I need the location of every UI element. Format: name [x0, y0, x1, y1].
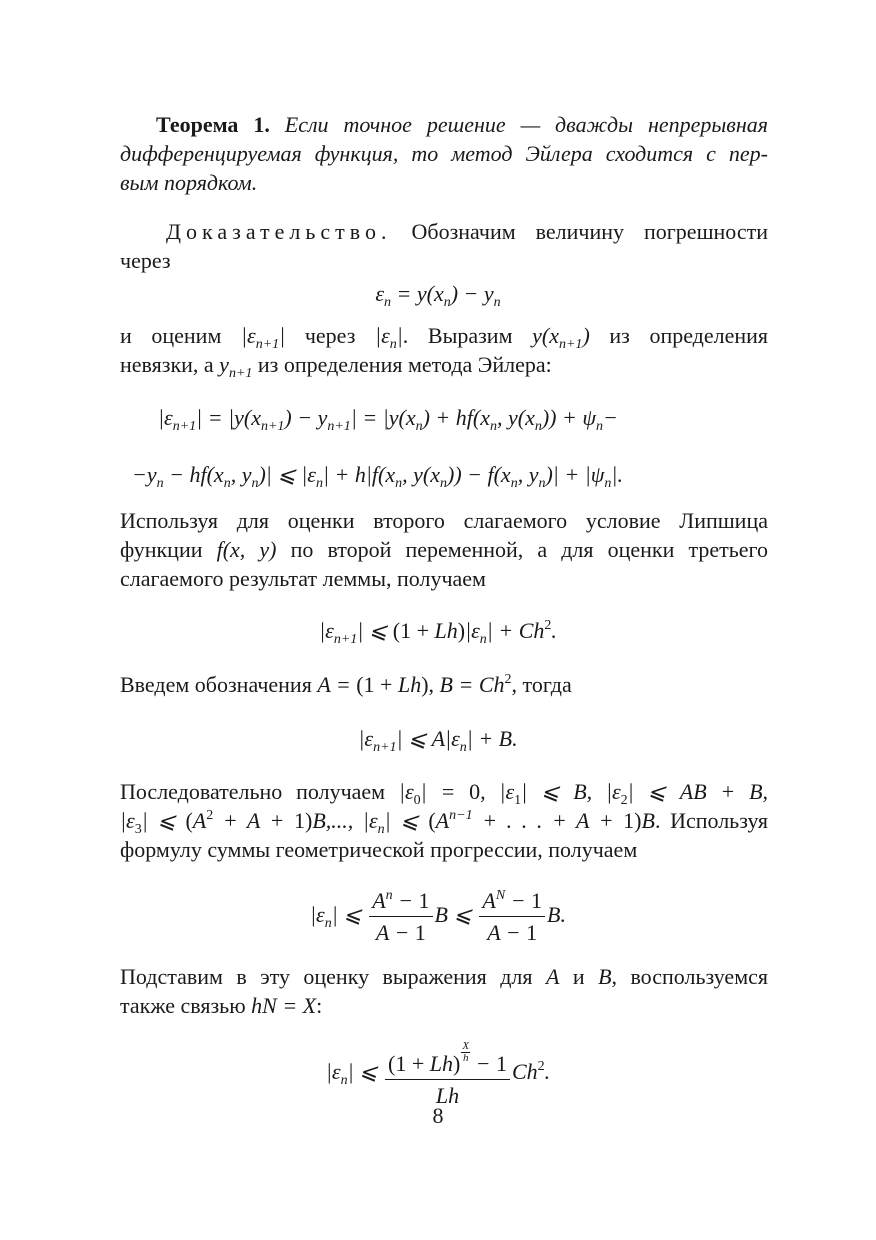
- theorem-line-2: дифференцируемая функция, то метод Эйлера сходится с пер-: [120, 141, 768, 166]
- fraction: $\frac{A^N - 1}{A - 1}$: [479, 890, 545, 944]
- math-inline: $|\varepsilon_{n+1}|$: [241, 323, 286, 352]
- paragraph-3-line-1: Используя для оценки второго слагаемого условие Липшица: [120, 508, 768, 533]
- paragraph-6-line-1: [120, 963, 768, 991]
- equation-geometric-sum: $|\varepsilon_n|$ ⩽ $\frac{A^n - 1}{A - 1}$ B ⩽ $\frac{A^N - 1}{A - 1}$ B.: [310, 887, 566, 945]
- text-segment: также связью: [120, 993, 246, 1018]
- text-segment: невязки, а: [120, 352, 214, 377]
- text-segment: . Выразим: [402, 323, 513, 348]
- proof-text-1: Обозначим величину погрешности: [411, 219, 768, 244]
- proof-line-1: [120, 218, 768, 246]
- paragraph-6-line-2: также связью hN = X:: [120, 993, 323, 1018]
- text-segment: через: [304, 323, 356, 348]
- math-inline: hN = X: [251, 993, 317, 1018]
- equation-residual-2: $-y_n - hf(x_n$, $y_n)|$ ⩽ $|\varepsilon_n| + h|f(x_n$, $y(x_n)) - f(x_n$, $y_n)| + |\psi_n|$.: [132, 462, 623, 491]
- text-segment: Подставим в эту оценку выражения для: [120, 964, 533, 989]
- proof-line-2: через: [120, 248, 171, 273]
- text-segment: , воспользуемся: [611, 964, 769, 989]
- paragraph-4: Введем обозначения A = (1 + Lh), $B = Ch^2$, тогда: [120, 672, 572, 697]
- text-segment: по второй переменной, а для оценки третьего: [290, 537, 769, 562]
- text-segment: и: [572, 964, 585, 989]
- math-inline: $B = Ch^2$: [439, 672, 512, 697]
- equation-residual-1: $|\varepsilon_{n+1}| = |y(x_{n+1}) - y_{n+1}| = |y(x_n) + hf(x_n$, $y(x_n)) + \psi_n-$: [158, 405, 618, 434]
- fraction: (1 + Lh) $\frac{X}{h}$ − 1 Lh: [385, 1041, 510, 1107]
- theorem-line-3: вым порядком.: [120, 170, 258, 195]
- paragraph-5-line-2: [120, 807, 768, 835]
- theorem-label: Теорема 1.: [156, 112, 270, 137]
- page-number: 8: [432, 1103, 444, 1128]
- math-inline: B: [598, 964, 612, 989]
- proof-word: Доказательство.: [166, 219, 392, 244]
- math-inline: $|\varepsilon_3|$ ⩽ $(A^2 + A + 1)B$,..., $|\varepsilon_n|$ ⩽ ($A^{n-1}$ + . . . + A + 1)B: [120, 808, 655, 837]
- text-segment: из определения метода Эйлера:: [257, 352, 552, 377]
- math-inline: $y(x_{n+1})$: [532, 323, 590, 352]
- paragraph-5-line-1: [120, 778, 768, 806]
- equation-estimate-1: $|\varepsilon_{n+1}|$ ⩽ $(1 + Lh)|\varepsilon_n| + Ch^2$.: [319, 618, 557, 647]
- text-segment: функции: [120, 537, 203, 562]
- paragraph-2-line-1: [120, 322, 768, 350]
- theorem-line-1: [120, 111, 768, 139]
- math-inline: f(x, y): [216, 537, 277, 562]
- text-segment: и оценим: [120, 323, 222, 348]
- equation-estimate-2: $|\varepsilon_{n+1}|$ ⩽ $A|\varepsilon_n| + B$.: [358, 726, 518, 755]
- paragraph-3-line-2: [120, 536, 768, 564]
- math-inline: $|\varepsilon_0| = 0$, $|\varepsilon_1|$ ⩽ B, $|\varepsilon_2|$ ⩽ AB + B,: [398, 779, 769, 808]
- paragraph-3-line-3: слагаемого результат леммы, получаем: [120, 566, 486, 591]
- fraction: $\frac{A^n - 1}{A - 1}$: [369, 890, 432, 944]
- paragraph-2-line-2: [120, 351, 552, 379]
- text-segment: , тогда: [511, 672, 572, 697]
- text-segment: . Используя: [654, 808, 769, 833]
- math-inline: A = (1 + Lh): [317, 672, 429, 697]
- math-inline: A: [545, 964, 560, 989]
- text-segment: Последовательно получаем: [120, 779, 386, 804]
- math-inline: $y_{n+1}$: [219, 352, 253, 381]
- theorem-text-1: Если точное решение — дважды непрерывная: [284, 112, 768, 137]
- text-segment: из определения: [609, 323, 769, 348]
- equation-error-definition: $\varepsilon_n = y(x_n) - y_n$: [375, 281, 501, 310]
- paragraph-5-line-3: формулу суммы геометрической прогрессии, получаем: [120, 837, 638, 862]
- math-inline: $|\varepsilon_n|$: [375, 323, 403, 352]
- equation-final-estimate: $|\varepsilon_n|$ ⩽ (1 + Lh) $\frac{X}{h}$ − 1 Lh Ch$^2$.: [325, 1040, 551, 1108]
- text-segment: Введем обозначения: [120, 672, 312, 697]
